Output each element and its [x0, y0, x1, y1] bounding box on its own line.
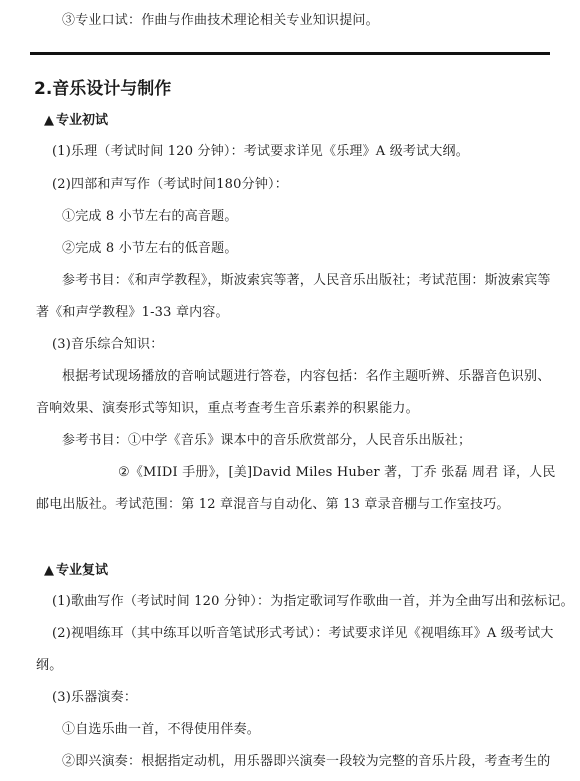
section-title: 2.音乐设计与制作 — [34, 79, 172, 99]
subhead-label: 专业初试 — [56, 113, 109, 128]
text-line: 音响效果、演奏形式等知识，重点考查考生音乐素养的积累能力。 — [36, 401, 419, 416]
text-line: ①自选乐曲一首，不得使用伴奏。 — [62, 722, 261, 737]
text-line: (2)四部和声写作（考试时间180分钟）： — [52, 177, 288, 192]
text-line: (2)视唱练耳（其中练耳以听音笔试形式考试）：考试要求详见《视唱练耳》A 级考试大 — [52, 626, 554, 641]
text-line: 参考书目：①中学《音乐》课本中的音乐欣赏部分，人民音乐出版社； — [62, 433, 472, 448]
text-line: ②即兴演奏：根据指定动机，用乐器即兴演奏一段较为完整的音乐片段，考查考生的 — [62, 754, 551, 769]
subhead-retest — [44, 562, 108, 580]
horizontal-divider — [30, 52, 550, 55]
text-line: ③专业口试：作曲与作曲技术理论相关专业知识提问。 — [62, 13, 379, 28]
text-line: 根据考试现场播放的音响试题进行答卷，内容包括：名作主题听辨、乐器音色识别、 — [62, 369, 551, 384]
text-line: 邮电出版社。考试范围：第 12 章混音与自动化、第 13 章录音棚与工作室技巧。 — [36, 497, 510, 512]
text-line: 参考书目：《和声学教程》，斯波索宾等著，人民音乐出版社；考试范围：斯波索宾等 — [62, 273, 551, 288]
triangle-bullet-icon: ▲ — [44, 113, 54, 128]
text-line: ②完成 8 小节左右的低音题。 — [62, 241, 238, 256]
text-line: (1)乐理（考试时间 120 分钟）：考试要求详见《乐理》A 级考试大纲。 — [52, 144, 469, 159]
text-line: (3)音乐综合知识： — [52, 337, 164, 352]
text-line: 纲。 — [36, 658, 63, 673]
triangle-bullet-icon: ▲ — [44, 563, 54, 578]
text-line: 著《和声学教程》1-33 章内容。 — [36, 305, 229, 320]
subhead-label: 专业复试 — [56, 563, 109, 578]
subhead-preliminary — [44, 112, 108, 130]
text-line: (1)歌曲写作（考试时间 120 分钟）：为指定歌词写作歌曲一首，并为全曲写出和弦标记。 — [52, 594, 574, 609]
text-line: (3)乐器演奏： — [52, 690, 138, 705]
text-line: ②《MIDI 手册》，[美]David Miles Huber 著，丁乔 张磊 周君 译，人民 — [118, 465, 556, 480]
text-line: ①完成 8 小节左右的高音题。 — [62, 209, 238, 224]
